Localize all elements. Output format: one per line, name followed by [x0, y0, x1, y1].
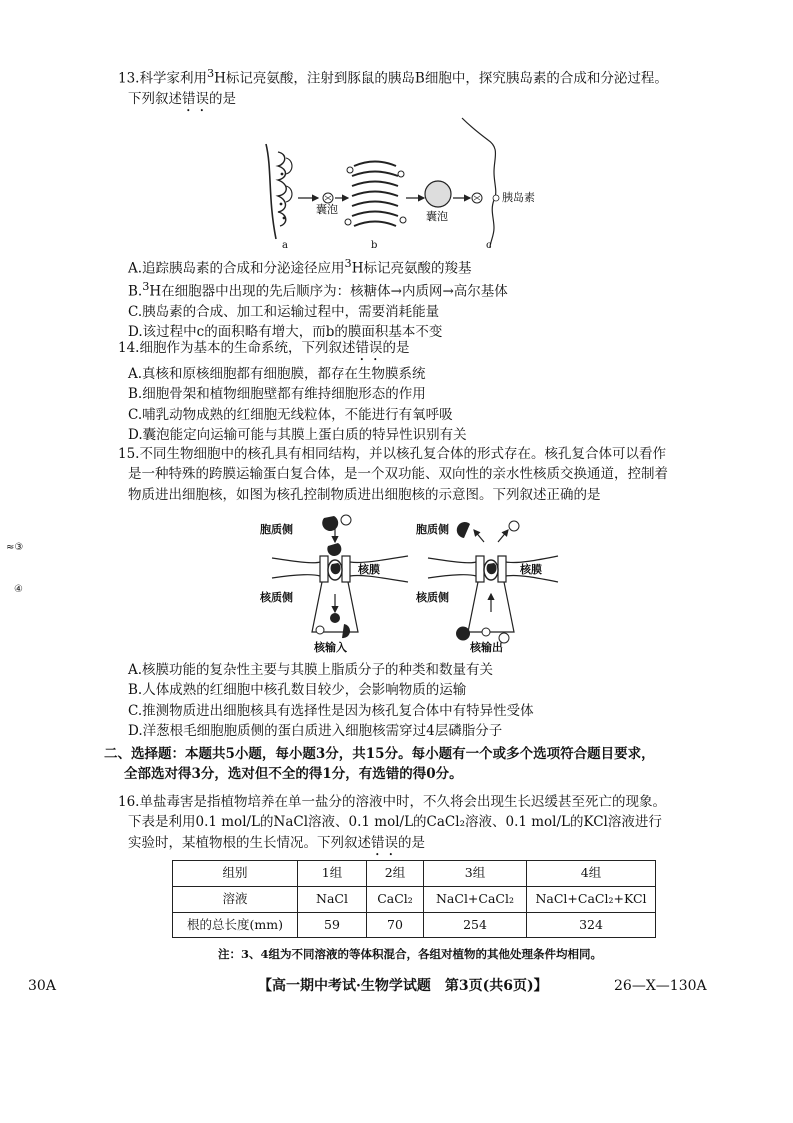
q16-table-wrap [172, 860, 656, 938]
q14-option-b[interactable]: B.细胞骨架和植物细胞壁都有维持细胞形态的作用 [128, 386, 426, 403]
q15-option-a[interactable]: A.核膜功能的复杂性主要与其膜上脂质分子的种类和数量有关 [128, 662, 494, 678]
margin-mark: ④ [14, 584, 23, 595]
q15-figure [258, 512, 568, 657]
section-2-instructions [104, 744, 724, 785]
table-cell: 溶液 [173, 886, 298, 912]
table-cell: 70 [367, 912, 424, 938]
nuclear-export-label: 核输出 [470, 641, 503, 654]
q15-options [118, 660, 718, 741]
question-16 [118, 792, 728, 859]
vesicle-label-2: 囊泡 [426, 210, 448, 223]
q13-option-b[interactable] [118, 279, 718, 302]
q15-stem-line1: 15.不同生物细胞中的核孔具有相同结构，并以核孔复合体的形式存在。核孔复合体可以看作 [118, 446, 666, 462]
q13-stem-sup: 3 [206, 67, 215, 80]
q16-stem-line3 [118, 833, 728, 859]
table-header-cell: 1组 [298, 861, 367, 887]
q16-stem-part: 实验时，某植物根的生长情况。下列叙述 [128, 834, 371, 851]
q14-emphasis: 错误 [355, 340, 383, 356]
table-header-cell: 3组 [424, 861, 527, 887]
q13-stem-part: 的是 [209, 90, 236, 107]
q14-option-a[interactable]: A.真核和原核细胞都有细胞膜，都存在生物膜系统 [128, 366, 426, 382]
nuclear-import-label: 核输入 [314, 641, 347, 654]
table-header-cell: 4组 [527, 861, 656, 887]
q13-option-a-sup: 3 [344, 257, 352, 270]
q13-option-a-text: H标记亮氨酸的羧基 [351, 260, 472, 277]
table-cell: NaCl+CaCl₂+KCl [527, 886, 656, 912]
q15-option-c[interactable]: C.推测物质进出细胞核具有选择性是因为核孔复合体中有特异性受体 [128, 702, 534, 719]
nuclear-pore-diagram [258, 512, 568, 657]
label-a: a [282, 240, 288, 251]
q13-emphasis: 错误 [182, 90, 209, 107]
q14-stem-part: 的是 [382, 340, 410, 356]
q13-option-d[interactable]: D.该过程中c的面积略有增大，而b的膜面积基本不变 [128, 323, 443, 340]
q13-figure [258, 114, 538, 254]
question-14 [118, 338, 718, 445]
table-cell: NaCl [298, 886, 367, 912]
table-cell: CaCl₂ [367, 886, 424, 912]
q15-option-b[interactable]: B.人体成熟的红细胞中核孔数目较少，会影响物质的运输 [128, 682, 467, 699]
q13-option-b-sup: 3 [142, 279, 150, 293]
nucleoplasm-side-label-1: 核质侧 [260, 591, 293, 604]
q13-option-a-text: A.追踪胰岛素的合成和分泌途径应用 [128, 260, 345, 277]
q13-stem-part: 13.科学家利用 [118, 70, 207, 87]
label-c: c [486, 240, 492, 251]
section-2-line2: 全部选对得3分，选对但不全的得1分，有选错的得0分。 [124, 766, 463, 783]
q13-stem-part: H标记亮氨酸，注射到豚鼠的胰岛B细胞中，探究胰岛素的合成和分泌过程。 [214, 70, 668, 87]
secretion-diagram [258, 114, 538, 254]
table-cell: 254 [424, 912, 527, 938]
q16-stem-line1: 16.单盐毒害是指植物培养在单一盐分的溶液中时，不久将会出现生长迟缓甚至死亡的现象。 [118, 794, 666, 810]
q13-option-b-text: B. [128, 283, 143, 300]
q15-stem-line2: 是一种特殊的跨膜运输蛋白复合体，是一个双功能、双向性的亲水性核质交换通道，控制着 [128, 466, 668, 483]
question-13 [118, 66, 718, 115]
q13-option-b-text: H在细胞器中出现的先后顺序为：核糖体→内质网→高尔基体 [149, 283, 508, 300]
q13-options [118, 256, 718, 342]
footer-left-code: 30A [28, 978, 56, 994]
q14-stem-part: 14.细胞作为基本的生命系统，下列叙述 [118, 340, 356, 356]
table-row [173, 912, 656, 938]
table-header-cell: 组别 [173, 861, 298, 887]
q14-stem [118, 338, 718, 364]
section-2-line1: 二、选择题：本题共5小题，每小题3分，共15分。每小题有一个或多个选项符合题目要求， [104, 746, 655, 762]
footer-page-info: 【高一期中考试·生物学试题 第3页(共6页)】 [258, 978, 548, 994]
q16-stem-part: 的是 [398, 834, 425, 851]
nuclear-membrane-label-1: 核膜 [358, 563, 380, 576]
label-b: b [371, 240, 378, 251]
table-cell: NaCl+CaCl₂ [424, 886, 527, 912]
q15-option-d[interactable]: D.洋葱根毛细胞胞质侧的蛋白质进入细胞核需穿过4层磷脂分子 [128, 722, 503, 739]
table-header-cell: 2组 [367, 861, 424, 887]
q13-stem-part: 下列叙述 [128, 90, 182, 107]
margin-mark: ≈③ [6, 542, 24, 553]
q16-table [172, 860, 656, 938]
q16-stem-line2: 下表是利用0.1 mol/L的NaCl溶液、0.1 mol/L的CaCl₂溶液、0.1 mol/L的KCl溶液进行 [128, 814, 662, 831]
footer-right-code: 26—X—130A [614, 978, 707, 994]
question-15 [118, 444, 728, 505]
q13-stem-line2 [118, 89, 718, 115]
cytoplasm-side-label-1: 胞质侧 [260, 523, 293, 536]
table-cell: 324 [527, 912, 656, 938]
q14-option-d[interactable]: D.囊泡能定向运输可能与其膜上蛋白质的特异性识别有关 [128, 426, 467, 443]
table-cell: 59 [298, 912, 367, 938]
insulin-label: 胰岛素 [502, 191, 535, 204]
nucleoplasm-side-label-2: 核质侧 [416, 591, 449, 604]
table-row [173, 886, 656, 912]
q14-option-c[interactable]: C.哺乳动物成熟的红细胞无线粒体，不能进行有氧呼吸 [128, 406, 453, 423]
q15-stem-line3: 物质进出细胞核，如图为核孔控制物质进出细胞核的示意图。下列叙述正确的是 [128, 486, 601, 503]
q13-stem [118, 66, 718, 89]
cytoplasm-side-label-2: 胞质侧 [416, 523, 449, 536]
q13-option-a[interactable] [118, 256, 718, 279]
q16-table-note: 注：3、4组为不同溶液的等体积混合，各组对植物的其他处理条件均相同。 [218, 947, 602, 961]
table-header-row [173, 861, 656, 887]
nuclear-membrane-label-2: 核膜 [520, 563, 542, 576]
q16-emphasis: 错误 [371, 834, 398, 851]
q13-option-c[interactable]: C.胰岛素的合成、加工和运输过程中，需要消耗能量 [128, 303, 440, 320]
vesicle-label-1: 囊泡 [316, 203, 338, 216]
table-cell: 根的总长度(mm) [173, 912, 298, 938]
